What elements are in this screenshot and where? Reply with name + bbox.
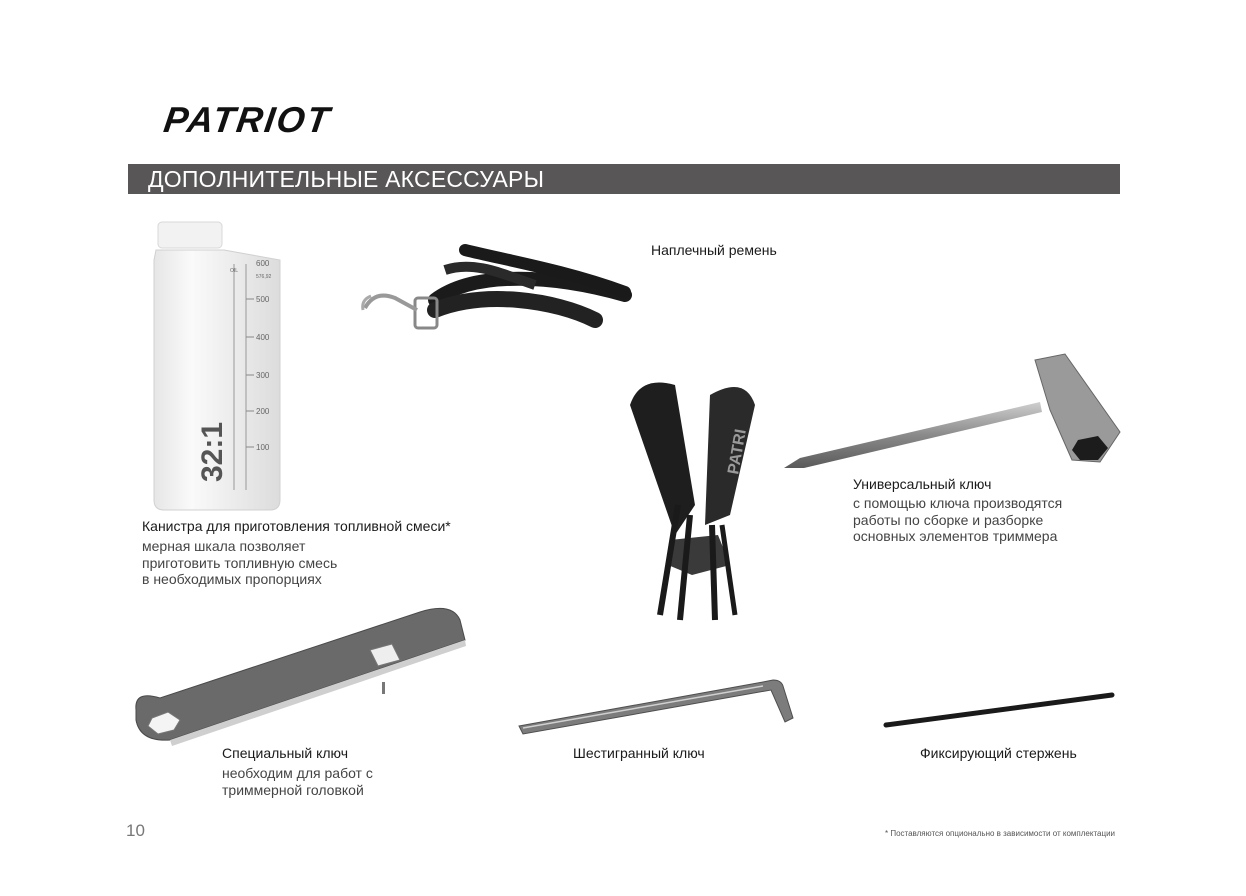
canister-desc-line: мерная шкала позволяет bbox=[142, 538, 306, 554]
hex-key-image bbox=[515, 670, 800, 740]
fixing-rod-title: Фиксирующий стержень bbox=[920, 745, 1077, 761]
section-title: ДОПОЛНИТЕЛЬНЫЕ АКСЕССУАРЫ bbox=[128, 164, 1120, 194]
logo-text: PATRIOT bbox=[161, 99, 334, 140]
fixing-rod-image bbox=[880, 685, 1120, 735]
canister-desc-line: приготовить топливную смесь bbox=[142, 554, 338, 571]
scale-label: 500 bbox=[256, 295, 270, 304]
canister-image bbox=[150, 220, 290, 515]
scale-label: 300 bbox=[256, 371, 270, 380]
page-number: 10 bbox=[126, 821, 145, 840]
oil-label: OIL bbox=[230, 268, 239, 274]
scale-600: 600 bbox=[256, 259, 270, 268]
patriot-logo bbox=[161, 99, 375, 140]
special-wrench-desc-line: необходим для работ с bbox=[222, 765, 373, 781]
special-wrench-title: Специальный ключ bbox=[222, 745, 349, 761]
canister-desc-line: в необходимых пропорциях bbox=[142, 571, 322, 587]
scale-576: 576,92 bbox=[256, 274, 272, 280]
scale-label: 100 bbox=[256, 443, 270, 452]
special-wrench-image bbox=[130, 600, 475, 750]
universal-wrench-title: Универсальный ключ bbox=[853, 476, 992, 492]
shoulder-strap-image bbox=[355, 230, 635, 340]
harness-brand-text: PATRI bbox=[725, 427, 750, 476]
canister-desc bbox=[142, 538, 337, 588]
hex-key-title: Шестигранный ключ bbox=[573, 745, 705, 761]
scale-label: 200 bbox=[256, 407, 270, 416]
special-wrench-desc-line: триммерной головкой bbox=[222, 781, 364, 798]
universal-wrench-desc-line: работы по сборке и разборке bbox=[853, 511, 1044, 528]
special-wrench-desc bbox=[222, 765, 373, 798]
universal-wrench-image bbox=[780, 350, 1125, 480]
footnote: * Поставляются опционально в зависимости от комплектации bbox=[885, 829, 1116, 838]
harness-image bbox=[620, 375, 765, 625]
universal-wrench-desc-line: с помощью ключа производятся bbox=[853, 495, 1063, 511]
universal-wrench-desc bbox=[853, 495, 1062, 545]
shoulder-strap-title: Наплечный ремень bbox=[651, 242, 777, 258]
universal-wrench-desc-line: основных элементов триммера bbox=[853, 528, 1058, 544]
scale-label: 400 bbox=[256, 333, 270, 342]
ratio-text: 32:1 bbox=[196, 421, 229, 482]
canister-title: Канистра для приготовления топливной смеси* bbox=[142, 518, 451, 534]
